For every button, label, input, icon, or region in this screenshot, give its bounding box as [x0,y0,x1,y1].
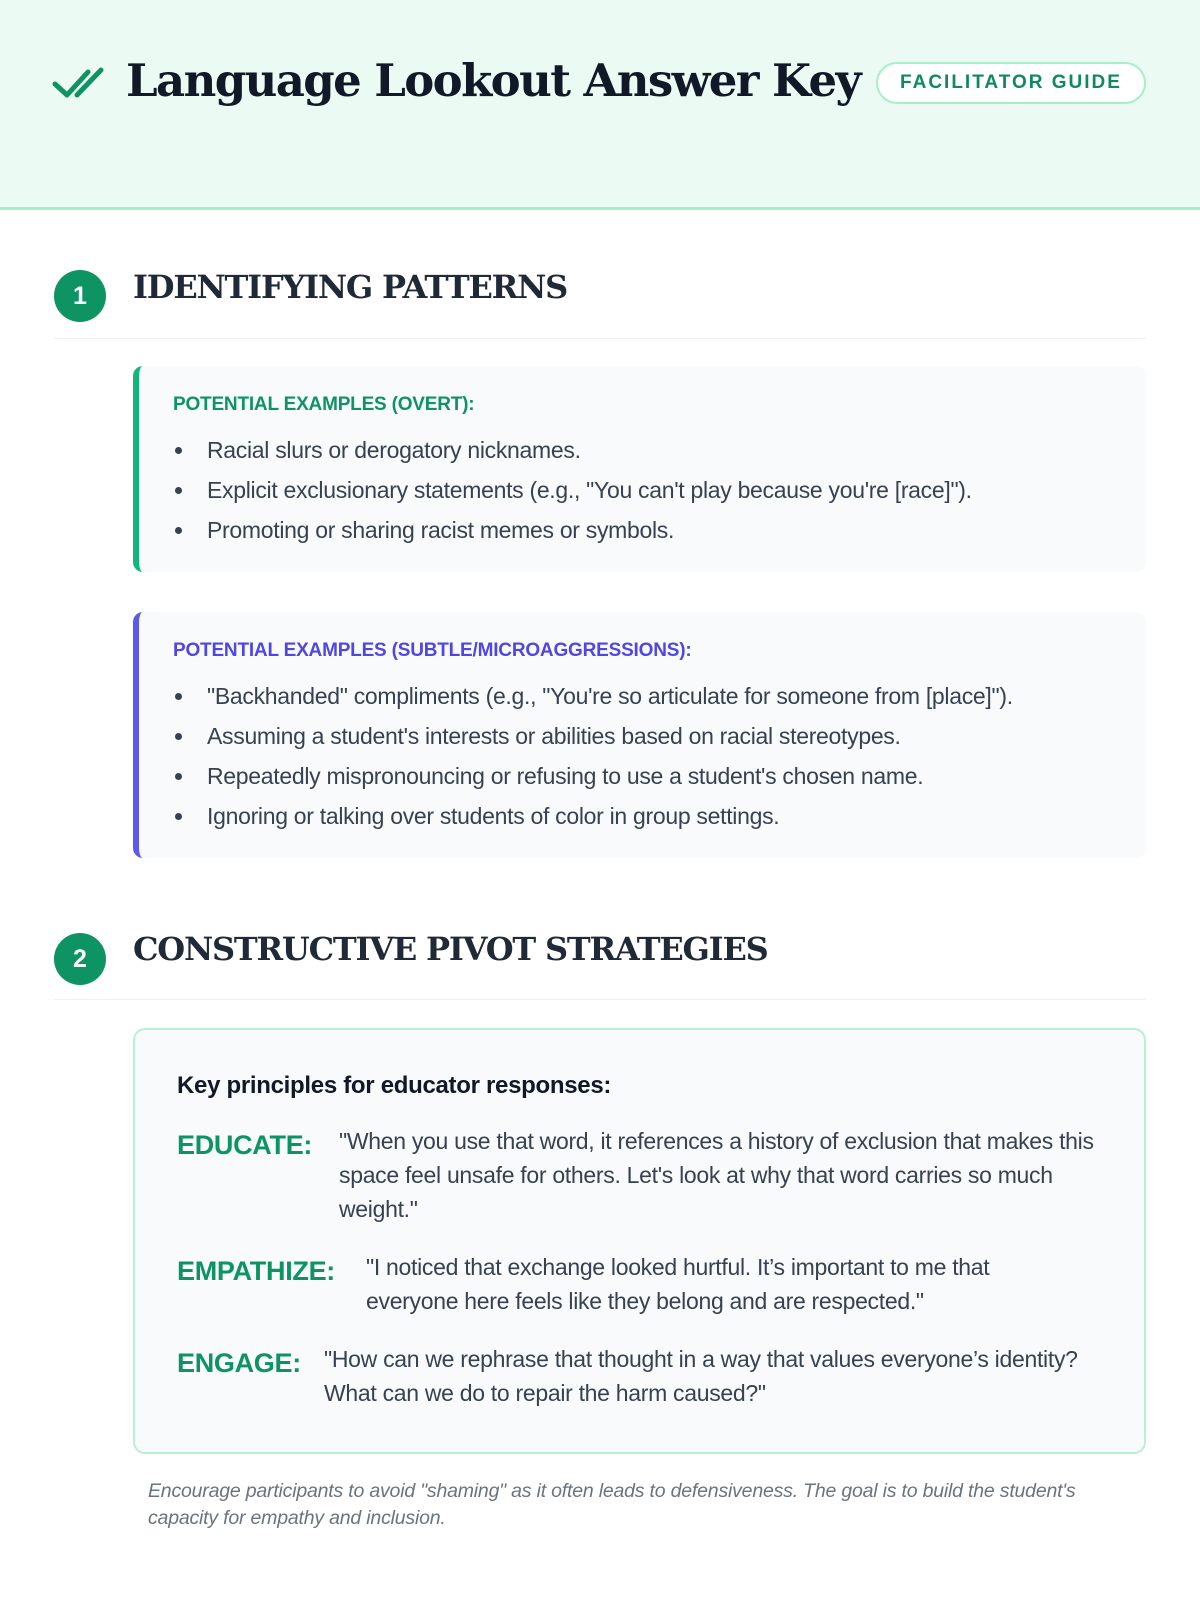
overt-examples-callout [133,366,1146,572]
section-divider [54,999,1146,1000]
list-item: Racial slurs or derogatory nicknames. [173,430,1118,470]
facilitator-note: Encourage participants to avoid "shaming" as it often leads to defensiveness. The goal is to build the student's capacity for empathy and inclusion. [148,1480,1076,1529]
educate-text: "When you use that word, it references a history of exclusion that makes this space feel unsafe for others. Let's look at why that word carries so much weight." [339,1128,1094,1222]
list-item: Explicit exclusionary statements (e.g., "You can't play because you're [race]"). [173,470,1118,510]
facilitator-guide-badge: FACILITATOR GUIDE [876,62,1146,104]
section-title: CONSTRUCTIVE PIVOT STRATEGIES [133,930,768,968]
callout-label: POTENTIAL EXAMPLES (SUBTLE/MICROAGGRESSIONS): [173,640,692,661]
page-title: Language Lookout Answer Key [126,54,861,107]
key-principles-card [133,1028,1146,1454]
educate-label: EDUCATE: [177,1130,313,1160]
overt-examples-list [173,430,1118,550]
list-item: Repeatedly mispronouncing or refusing to use a student's chosen name. [173,756,1118,796]
list-item: Promoting or sharing racist memes or symbols. [173,510,1118,550]
callout-label: POTENTIAL EXAMPLES (OVERT): [173,394,475,415]
subtle-examples-callout [133,612,1146,858]
empathize-text: "I noticed that exchange looked hurtful. It’s important to me that everyone here feels like they belong and are respected." [366,1254,990,1314]
principles-heading: Key principles for educator responses: [177,1072,612,1099]
section-number-badge: 2 [54,933,106,985]
double-check-icon [52,62,106,102]
subtle-examples-list [173,676,1118,836]
page-header [0,0,1200,210]
engage-text: "How can we rephrase that thought in a way that values everyone’s identity? What can we do to repair the harm caused?" [324,1346,1078,1406]
engage-label: ENGAGE: [177,1348,301,1378]
section-title: IDENTIFYING PATTERNS [133,268,568,306]
empathize-label: EMPATHIZE: [177,1256,335,1286]
list-item: Ignoring or talking over students of color in group settings. [173,796,1118,836]
list-item: Assuming a student's interests or abilities based on racial stereotypes. [173,716,1118,756]
section-divider [54,338,1146,339]
list-item: "Backhanded" compliments (e.g., "You're so articulate for someone from [place]"). [173,676,1118,716]
section-number-badge: 1 [54,270,106,322]
